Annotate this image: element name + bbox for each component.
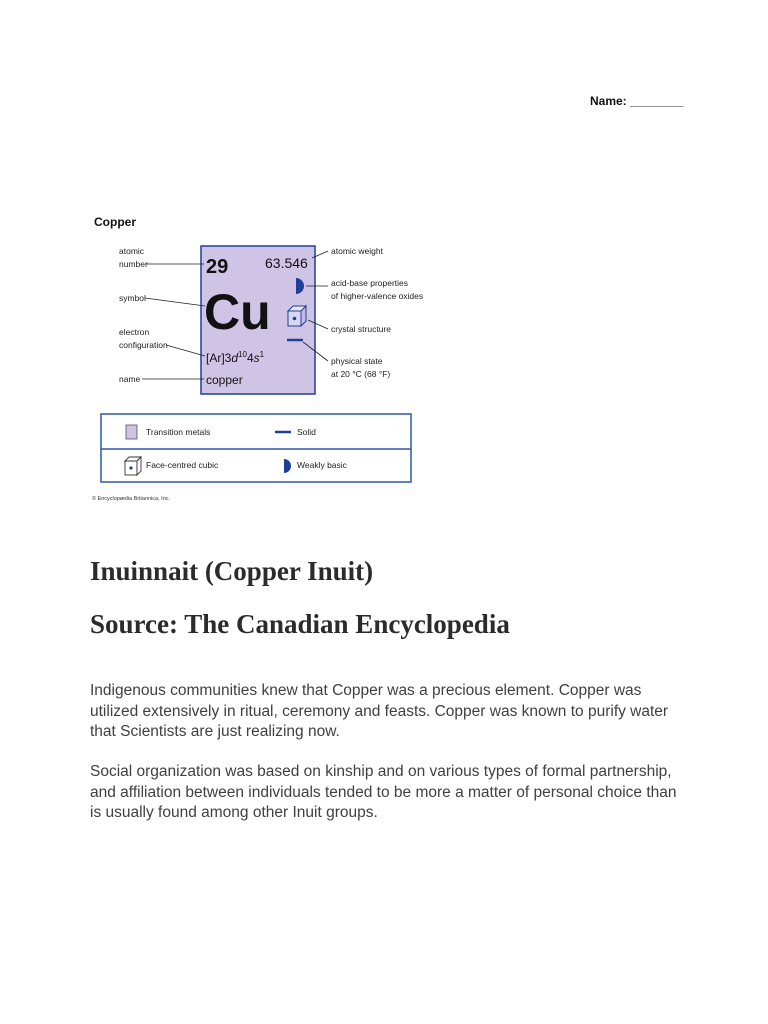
element-symbol: Cu xyxy=(204,284,271,340)
callout-line-symbol xyxy=(145,298,205,306)
page-title: Inuinnait (Copper Inuit) xyxy=(90,556,374,586)
callout-physical-state-2: at 20 °C (68 °F) xyxy=(331,369,391,379)
callout-electron-config-2: configuration xyxy=(119,340,168,350)
legend-weakly-basic: Weakly basic xyxy=(297,460,347,470)
callout-atomic-weight: atomic weight xyxy=(331,246,383,256)
callout-physical-state-1: physical state xyxy=(331,356,383,366)
figure-title: Copper xyxy=(94,215,136,229)
callout-crystal-structure: crystal structure xyxy=(331,324,391,334)
legend-box xyxy=(101,414,411,482)
legend-face-centred-cubic: Face-centred cubic xyxy=(146,460,219,470)
element-name-value: copper xyxy=(206,373,243,387)
atomic-weight-value: 63.546 xyxy=(265,255,308,271)
callout-symbol: symbol xyxy=(119,293,146,303)
legend-cubic-icon xyxy=(125,457,141,475)
callout-acid-base-2: of higher-valence oxides xyxy=(331,291,424,301)
electron-configuration-value: $[Ar]3d^{10}4s^1$ xyxy=(206,350,265,365)
source-heading: Source: The Canadian Encyclopedia xyxy=(90,609,510,639)
callout-name: name xyxy=(119,374,141,384)
atomic-number-value: 29 xyxy=(206,256,229,278)
callout-line-electron-config xyxy=(166,345,205,356)
callout-atomic-number-2: number xyxy=(119,259,148,269)
paragraph-copper-use: Indigenous communities knew that Copper was a precious element. Copper was utilized extensively in ritual, ceremony and feasts. Copper was known to purify water that Scientists are just realizing now. xyxy=(90,682,669,740)
callout-electron-config-1: electron xyxy=(119,327,150,337)
transition-metals-swatch xyxy=(126,425,137,439)
callout-acid-base-1: acid-base properties xyxy=(331,278,409,288)
copper-element-figure xyxy=(88,208,424,508)
element-diagram xyxy=(88,208,424,508)
face-centred-cubic-icon xyxy=(288,306,306,326)
callout-atomic-number-1: atomic xyxy=(119,246,145,256)
name-field-label: Name: ________ xyxy=(590,94,684,108)
paragraph-social-organization: Social organization was based on kinship and on various types of formal partnership, and affiliation between individuals tended to be more a matter of personal choice than is usually found among other Inuit groups. xyxy=(90,763,677,821)
legend-transition-metals: Transition metals xyxy=(146,427,211,437)
figure-credit: © Encyclopædia Britannica, Inc. xyxy=(92,496,171,502)
legend-solid: Solid xyxy=(297,427,316,437)
